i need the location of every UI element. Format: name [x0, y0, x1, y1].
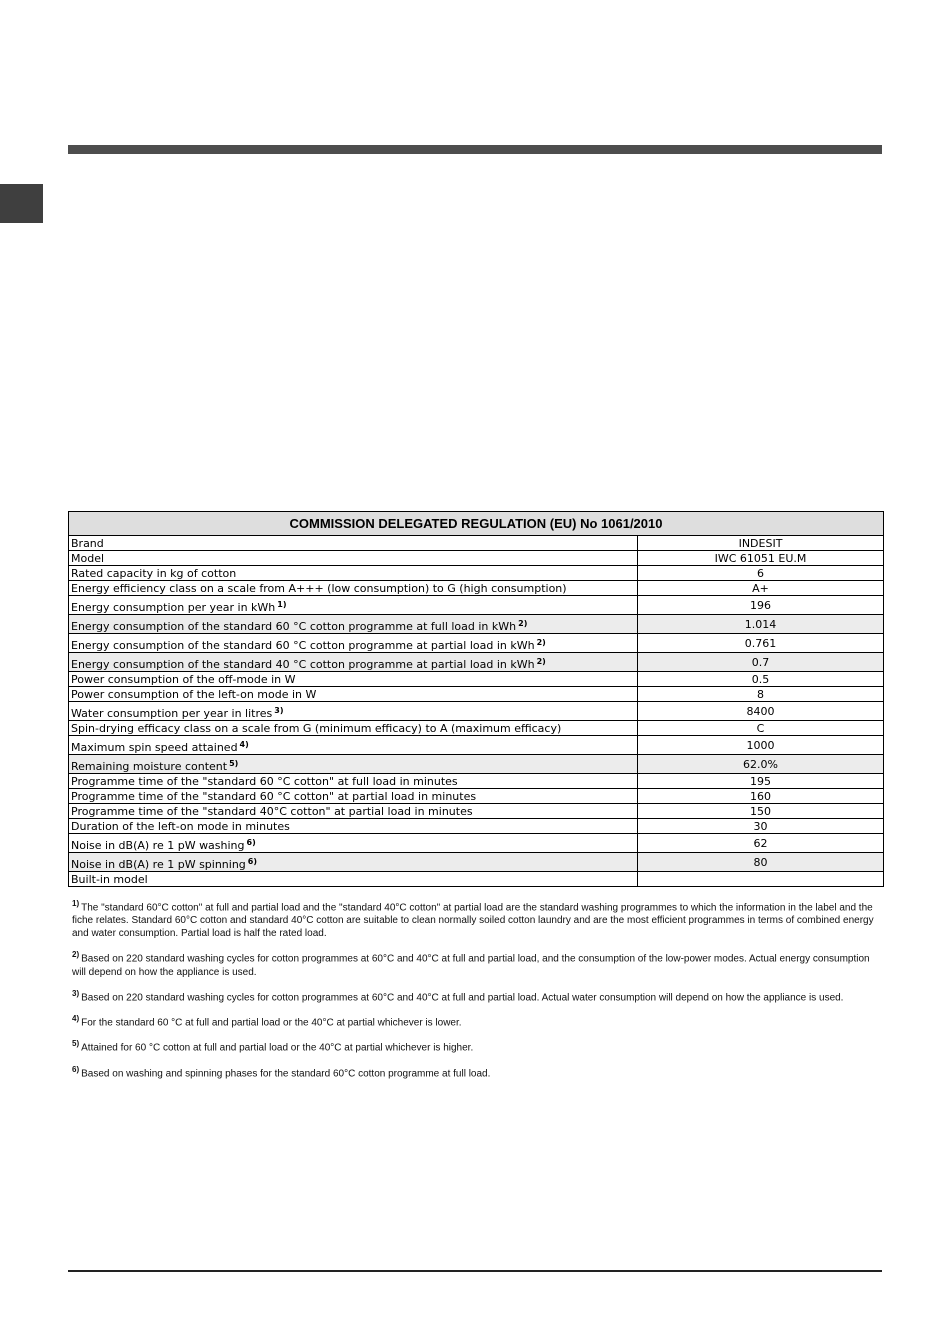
table-row [69, 615, 884, 634]
row-value: A+ [638, 581, 884, 596]
row-value: 0.7 [638, 653, 884, 672]
footnote-text: Attained for 60 °C cotton at full and partial load or the 40°C at partial whichever is higher. [81, 1042, 474, 1054]
table-row [69, 536, 884, 551]
row-label: Spin-drying efficacy class on a scale from G (minimum efficacy) to A (maximum efficacy) [69, 721, 638, 736]
row-label: Energy efficiency class on a scale from A+++ (low consumption) to G (high consumption) [69, 581, 638, 596]
row-value: 0.761 [638, 634, 884, 653]
table-row [69, 834, 884, 853]
row-value: INDESIT [638, 536, 884, 551]
table-row [69, 789, 884, 804]
row-label: Duration of the left-on mode in minutes [69, 819, 638, 834]
footnote-mark: 4) [72, 1013, 80, 1023]
table-row [69, 774, 884, 789]
row-value: IWC 61051 EU.M [638, 551, 884, 566]
table-title: COMMISSION DELEGATED REGULATION (EU) No 1061/2010 [69, 512, 884, 536]
row-value: 195 [638, 774, 884, 789]
row-label: Programme time of the "standard 60 °C cotton" at partial load in minutes [69, 789, 638, 804]
side-tab-marker [0, 184, 43, 223]
row-value [638, 872, 884, 887]
row-value: 1.014 [638, 615, 884, 634]
footer-rule [68, 1270, 882, 1272]
row-label: Programme time of the "standard 60 °C cotton" at full load in minutes [69, 774, 638, 789]
row-value: 6 [638, 566, 884, 581]
row-label: Model [69, 551, 638, 566]
footnote-mark: 2) [72, 950, 80, 960]
row-label: Programme time of the "standard 40°C cotton" at partial load in minutes [69, 804, 638, 819]
row-label: Noise in dB(A) re 1 pW spinning $^{6)}$ [69, 853, 638, 872]
table-row [69, 721, 884, 736]
footnotes [72, 897, 882, 1088]
footnote [72, 1037, 882, 1054]
footnote-ref: 6) [246, 838, 256, 847]
row-value: 30 [638, 819, 884, 834]
footnote-ref: 5) [229, 759, 239, 768]
row-value: 62.0% [638, 755, 884, 774]
row-value: 80 [638, 853, 884, 872]
table-row [69, 736, 884, 755]
row-label: Power consumption of the off-mode in W [69, 672, 638, 687]
row-value: 1000 [638, 736, 884, 755]
row-label: Remaining moisture content $^{5)}$ [69, 755, 638, 774]
footnote-mark: 5) [72, 1039, 80, 1049]
row-label: Built-in model [69, 872, 638, 887]
row-label: Maximum spin speed attained $^{4)}$ [69, 736, 638, 755]
footnote-ref: 2) [536, 657, 546, 666]
footnote-ref: 2) [518, 619, 528, 628]
row-value: 62 [638, 834, 884, 853]
row-label: Noise in dB(A) re 1 pW washing $^{6)}$ [69, 834, 638, 853]
row-value: 0.5 [638, 672, 884, 687]
footnote-ref: 3) [274, 706, 284, 715]
table-row [69, 551, 884, 566]
footnote-ref: 1) [277, 600, 287, 609]
row-value: 150 [638, 804, 884, 819]
footnote-mark: 6) [72, 1064, 80, 1074]
table-row [69, 755, 884, 774]
row-label: Energy consumption of the standard 60 °C cotton programme at partial load in kWh $^{2)}$ [69, 634, 638, 653]
row-value: 160 [638, 789, 884, 804]
footnote [72, 1012, 882, 1029]
table-row [69, 634, 884, 653]
footnote [72, 1063, 882, 1080]
table-row [69, 702, 884, 721]
footnote-text: Based on 220 standard washing cycles for cotton programmes at 60°C and 40°C at full and partial load. Actual water consumption will depend on how the appliance is used. [81, 991, 844, 1003]
row-label: Water consumption per year in litres $^{3)}$ [69, 702, 638, 721]
row-label: Energy consumption per year in kWh $^{1)}$ [69, 596, 638, 615]
table-row [69, 581, 884, 596]
row-value: 8400 [638, 702, 884, 721]
table-row [69, 804, 884, 819]
footnote-text: The "standard 60°C cotton" at full and partial load and the "standard 40°C cotton" at partial load are the standard washing programmes to which the information in the label and the fiche relates. Standard 60°C cotton and standard 40°C cotton are suitable to clean normally soiled cotton laundry and are the most efficient programmes in terms of combined energy and water consumption. Partial load is half the rated load. [72, 902, 874, 940]
row-label: Energy consumption of the standard 60 °C cotton programme at full load in kWh $^{2)}$ [69, 615, 638, 634]
footnote-mark: 1) [72, 899, 80, 908]
table-row [69, 596, 884, 615]
table-row [69, 853, 884, 872]
header-rule [68, 145, 882, 154]
regulation-table [68, 511, 884, 887]
footnote [72, 987, 882, 1004]
table-row [69, 872, 884, 887]
table-row [69, 687, 884, 702]
footnote-mark: 3) [72, 988, 80, 998]
footnote-ref: 4) [239, 740, 249, 749]
footnote-ref: 6) [247, 857, 258, 866]
footnote [72, 948, 882, 978]
table-row [69, 672, 884, 687]
footnote-text: Based on 220 standard washing cycles for cotton programmes at 60°C and 40°C at full and partial load, and the consumption of the low-power modes. Actual energy consumption will depend on how the appliance is used. [72, 953, 870, 978]
table-row [69, 566, 884, 581]
row-value: 8 [638, 687, 884, 702]
table-row [69, 819, 884, 834]
footnote-text: Based on washing and spinning phases for the standard 60°C cotton programme at full load. [81, 1067, 491, 1079]
footnote-text: For the standard 60 °C at full and partial load or the 40°C at partial whichever is lower. [81, 1017, 462, 1029]
row-value: 196 [638, 596, 884, 615]
row-value: C [638, 721, 884, 736]
row-label: Power consumption of the left-on mode in W [69, 687, 638, 702]
footnote-ref: 2) [536, 638, 546, 647]
table-row [69, 653, 884, 672]
row-label: Rated capacity in kg of cotton [69, 566, 638, 581]
row-label: Brand [69, 536, 638, 551]
row-label: Energy consumption of the standard 40 °C cotton programme at partial load in kWh $^{2)}$ [69, 653, 638, 672]
footnote [72, 897, 882, 940]
